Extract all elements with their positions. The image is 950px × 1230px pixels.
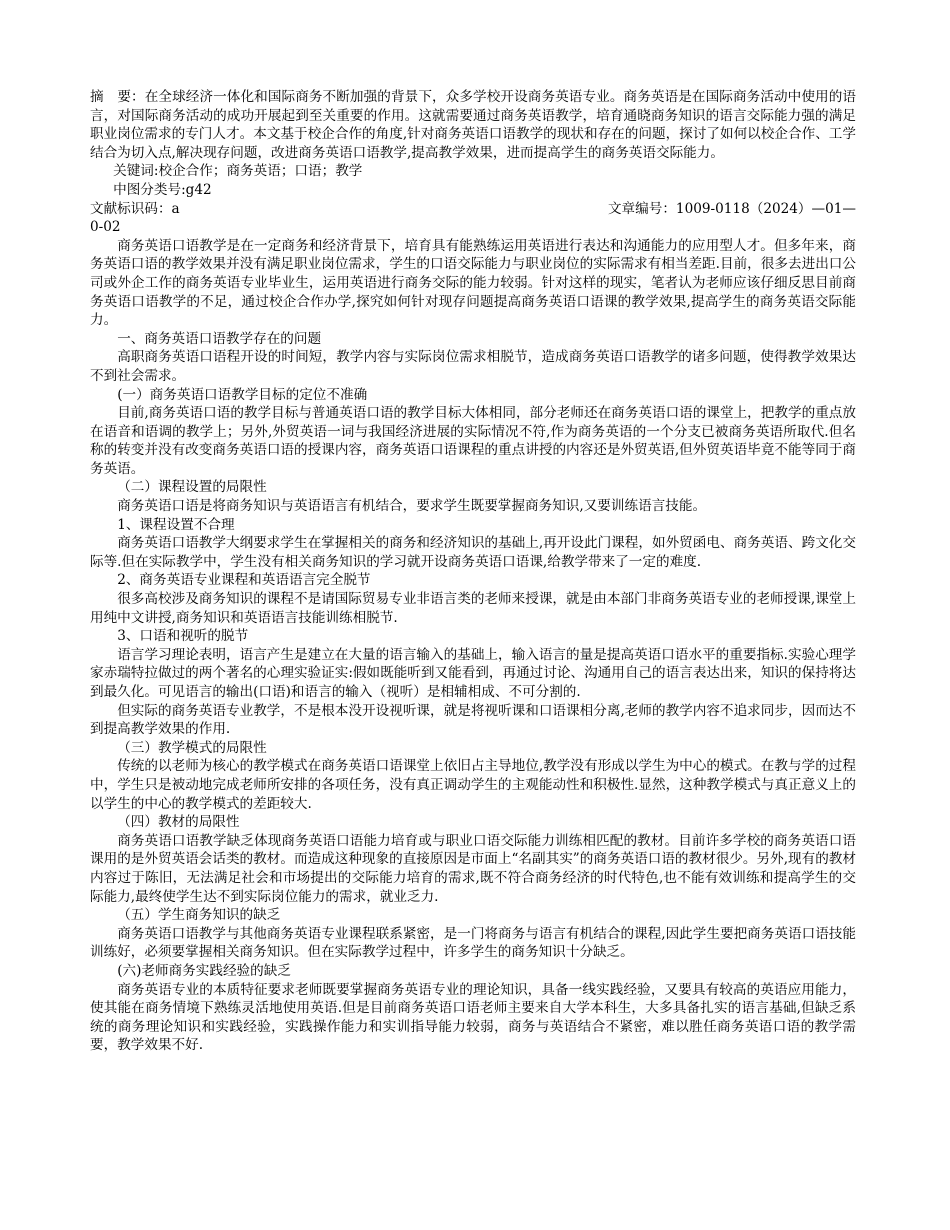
body-paragraph: 很多高校涉及商务知识的课程不是请国际贸易专业非语言类的老师来授课，就是由本部门非商务英语专业的老师授课,课堂上用纯中文讲授,商务知识和英语语言技能训练相脱节. — [90, 591, 856, 626]
abstract: 摘 要：在全球经济一体化和国际商务不断加强的背景下，众多学校开设商务英语专业。商务英语是在国际商务活动中使用的语言，对国际商务活动的成功开展起到至关重要的作用。这就需要通过商务英语教学，培育通晓商务知识的语言交际能力强的满足职业岗位需求的专门人才。本文基于校企合作的角度,针对商务英语口语教学的现状和存在的问题，探讨了如何以校企合作、工学结合为切入点,解决现存问题，改进商务英语口语教学,提高教学效果，进而提高学生的商务英语交际能力。 — [90, 89, 856, 161]
body-paragraph: 商务英语口语教学与其他商务英语专业课程联系紧密，是一门将商务与语言有机结合的课程,因此学生要把商务英语口语技能训练好，必须要掌握相关商务知识。但在实际教学过程中，许多学生的商务知识十分缺乏。 — [90, 925, 856, 961]
article-id-row — [90, 200, 856, 219]
body-paragraph: 高职商务英语口语程开设的时间短，教学内容与实际岗位需求相脱节，造成商务英语口语教学的诸多问题，使得教学效果达不到社会需求。 — [90, 349, 856, 384]
body-paragraph: 语言学习理论表明，语言产生是建立在大量的语言输入的基础上，输入语言的量是提高英语口语水平的重要指标.实验心理学家赤瑞特拉做过的两个著名的心理实验证实:假如既能听到又能看到，再通过讨论、沟通用自己的语言表达出来，知识的保持将达到最久化。可见语言的输出(口语)和语言的输入（视听）是相辅相成、不可分割的. — [90, 646, 856, 700]
body-paragraph: 商务英语口语是将商务知识与英语语言有机结合，要求学生既要掌握商务知识,又要训练语言技能。 — [117, 498, 707, 515]
article-number: 文章编号：1009-0118（2024）—01— — [607, 200, 856, 217]
body-paragraph: 商务英语口语教学缺乏体现商务英语口语能力培育或与职业口语交际能力训练相匹配的教材。目前许多学校的商务英语口语课用的是外贸英语会话类的教材。而造成这种现象的直接原因是市面上“名副其实”的商务英语口语的教材很少。另外,现有的教材内容过于陈旧，无法满足社会和市场提出的交际能力培育的需求,既不符合商务经济的时代特色,也不能有效训练和提高学生的交际能力,最终使学生达不到实际岗位能力的需求，就业乏力. — [90, 832, 856, 905]
clc-number: 中图分类号:g42 — [113, 181, 212, 198]
body-paragraph: 但实际的商务英语专业教学，不是根本没开设视听课，就是将视听课和口语课相分离,老师的教学内容不追求同步，因而达不到提高教学效果的作用. — [90, 702, 856, 738]
subsection-heading: （四）教材的局限性 — [117, 814, 240, 831]
subsection-heading: （二）课程设置的局限性 — [117, 479, 267, 496]
subsection-heading: (六)老师商务实践经验的缺乏 — [117, 962, 291, 979]
document-code: 文献标识码：a — [90, 200, 180, 217]
item-heading: 1、课程设置不合理 — [117, 516, 235, 533]
body-paragraph: 商务英语口语教学大纲要求学生在掌握相关的商务和经济知识的基础上,再开设此门课程，如外贸函电、商务英语、跨文化交际等.但在实际教学中，学生没有相关商务知识的学习就开设商务英语口语课,给教学带来了一定的难度. — [90, 535, 856, 570]
item-heading: 2、商务英语专业课程和英语语言完全脱节 — [117, 572, 371, 589]
body-paragraph: 目前,商务英语口语的教学目标与普通英语口语的教学目标大体相同，部分老师还在商务英语口语的课堂上，把教学的重点放在语音和语调的教学上；另外,外贸英语一词与我国经济进展的实际情况不符,作为商务英语的一个分支已被商务英语所取代.但名称的转变并没有改变商务英语口语的授课内容，商务英语口语课程的重点讲授的内容还是外贸英语,但外贸英语毕竟不能等同于商务英语。 — [90, 405, 856, 477]
body-paragraph: 传统的以老师为核心的教学模式在商务英语口语课堂上依旧占主导地位,教学没有形成以学生为中心的模式。在教与学的过程中，学生只是被动地完成老师所安排的各项任务，没有真正调动学生的主观能动性和积极性.显然，这种教学模式与真正意义上的以学生的中心的教学模式的差距较大. — [90, 758, 856, 812]
keywords: 关键词:校企合作；商务英语；口语；教学 — [113, 163, 363, 180]
body-paragraph: 商务英语专业的本质特征要求老师既要掌握商务英语专业的理论知识，具备一线实践经验，又要具有较高的英语应用能力，使其能在商务情境下熟练灵活地使用英语.但是目前商务英语口语老师主要来自大学本科生，大多具备扎实的语言基础,但缺乏系统的商务理论知识和实践经验，实践操作能力和实训指导能力较弱，商务与英语结合不紧密，难以胜任商务英语口语的教学需要，教学效果不好. — [90, 981, 856, 1054]
section-heading: 一、商务英语口语教学存在的问题 — [117, 330, 322, 347]
subsection-heading: （三）教学模式的局限性 — [117, 739, 267, 756]
subsection-heading: （五）学生商务知识的缺乏 — [117, 907, 281, 924]
item-heading: 3、口语和视听的脱节 — [117, 628, 249, 645]
article-number-continued: 0-02 — [90, 219, 121, 236]
subsection-heading: (一）商务英语口语教学目标的定位不准确 — [117, 386, 368, 403]
body-paragraph: 商务英语口语教学是在一定商务和经济背景下，培育具有能熟练运用英语进行表达和沟通能力的应用型人才。但多年来，商务英语口语的教学效果并没有满足职业岗位需求，学生的口语交际能力与职业岗位的实际需求有相当差距.目前，很多去进出口公司或外企工作的商务英语专业毕业生，运用英语进行商务交际的能力较弱。针对这样的现实，笔者认为老师应该仔细反思目前商务英语口语教学的不足，通过校企合作办学,探究如何针对现存问题提高商务英语口语课的教学效果,提高学生的商务英语交际能力。 — [90, 237, 856, 329]
